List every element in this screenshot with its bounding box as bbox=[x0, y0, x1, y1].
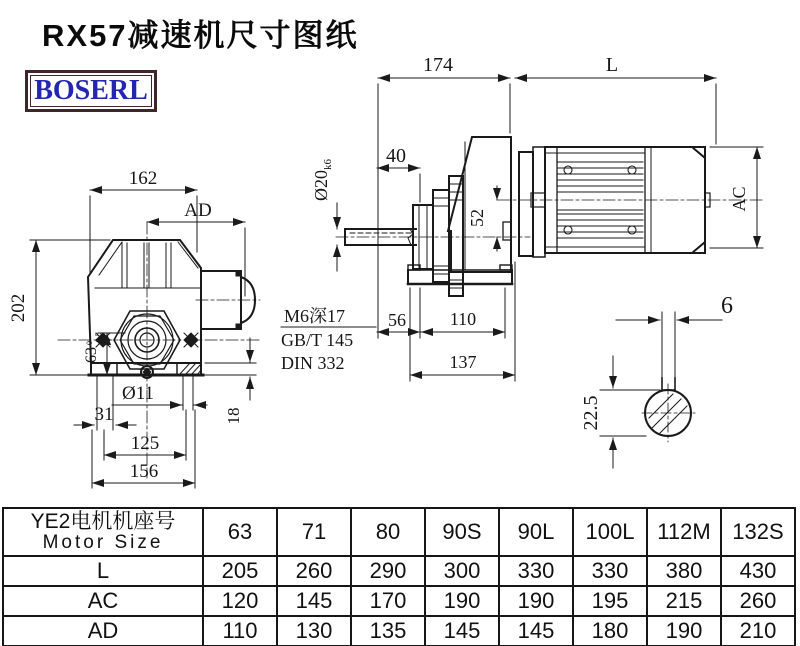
dim-125-label: 125 bbox=[130, 433, 160, 454]
header-cn: YE2电机机座号 bbox=[30, 510, 176, 533]
cell: 260 bbox=[721, 586, 795, 616]
col-header: 80 bbox=[351, 508, 425, 556]
row-label: AC bbox=[3, 586, 203, 616]
dim-52-label: 52 bbox=[467, 209, 487, 227]
cell: 110 bbox=[203, 616, 277, 646]
col-header: 90S bbox=[425, 508, 499, 556]
dim-40-label: 40 bbox=[386, 145, 406, 167]
cell: 430 bbox=[721, 556, 795, 586]
cell: 145 bbox=[499, 616, 573, 646]
cell: 290 bbox=[351, 556, 425, 586]
table-row-AD bbox=[3, 616, 795, 646]
dim-key-width-label: 6 bbox=[721, 293, 733, 319]
dim-162-label: 162 bbox=[128, 168, 158, 189]
dim-202-label: 202 bbox=[8, 293, 29, 323]
col-header: 90L bbox=[499, 508, 573, 556]
cell: 380 bbox=[647, 556, 721, 586]
cell: 330 bbox=[573, 556, 647, 586]
dim-63-sub: -0.5 bbox=[94, 332, 103, 345]
motor-size-table bbox=[2, 507, 796, 646]
cell: 205 bbox=[203, 556, 277, 586]
dim-hole-label: Ø11 bbox=[121, 383, 155, 404]
cell: 145 bbox=[425, 616, 499, 646]
table-row-AC bbox=[3, 586, 795, 616]
table-row-L bbox=[3, 556, 795, 586]
row-label: AD bbox=[3, 616, 203, 646]
dim-63-sup: 0 bbox=[85, 341, 94, 345]
col-header: 71 bbox=[277, 508, 351, 556]
cell: 210 bbox=[721, 616, 795, 646]
cell: 260 bbox=[277, 556, 351, 586]
cell: 215 bbox=[647, 586, 721, 616]
cell: 330 bbox=[499, 556, 573, 586]
shaft-section-drawing bbox=[642, 374, 695, 442]
cell: 190 bbox=[647, 616, 721, 646]
note-gbt-label: GB/T 145 bbox=[281, 330, 354, 350]
note-tap-label: M6深17 bbox=[284, 306, 346, 326]
dim-56-label: 56 bbox=[388, 310, 406, 330]
cell: 300 bbox=[425, 556, 499, 586]
dim-shaft-label: Ø20 bbox=[311, 170, 331, 201]
header-en: Motor Size bbox=[42, 532, 164, 554]
boserl-logo-text: BOSERL bbox=[34, 75, 148, 106]
shaft-section-dimensions bbox=[600, 312, 722, 468]
cell: 130 bbox=[277, 616, 351, 646]
table-header-row bbox=[3, 508, 795, 556]
cell: 190 bbox=[499, 586, 573, 616]
dim-63-label: 63 bbox=[83, 347, 100, 363]
table-header-motor-size bbox=[3, 508, 203, 556]
cell: 170 bbox=[351, 586, 425, 616]
cell: 145 bbox=[277, 586, 351, 616]
cell: 120 bbox=[203, 586, 277, 616]
cell: 135 bbox=[351, 616, 425, 646]
dim-ac-label: AC bbox=[729, 186, 749, 212]
dim-shaft-fit-label: k6 bbox=[322, 159, 334, 170]
col-header: 100L bbox=[573, 508, 647, 556]
col-header: 63 bbox=[203, 508, 277, 556]
dim-137-label: 137 bbox=[449, 352, 477, 372]
cell: 190 bbox=[425, 586, 499, 616]
dim-key-depth-label: 22.5 bbox=[580, 395, 602, 431]
dim-ad-label: AD bbox=[184, 200, 212, 221]
dim-18-label: 18 bbox=[224, 407, 243, 425]
dim-31-label: 31 bbox=[94, 404, 114, 425]
cell: 195 bbox=[573, 586, 647, 616]
col-header: 112M bbox=[647, 508, 721, 556]
dim-l-label: L bbox=[605, 54, 619, 76]
page-title: RX57减速机尺寸图纸 bbox=[42, 18, 359, 53]
cell: 180 bbox=[573, 616, 647, 646]
foot-section-hatch bbox=[179, 363, 201, 375]
row-label: L bbox=[3, 556, 203, 586]
dim-174-label: 174 bbox=[423, 54, 453, 76]
col-header: 132S bbox=[721, 508, 795, 556]
dim-110-label: 110 bbox=[449, 309, 477, 329]
dim-156-label: 156 bbox=[129, 461, 159, 482]
note-din-label: DIN 332 bbox=[281, 353, 345, 373]
